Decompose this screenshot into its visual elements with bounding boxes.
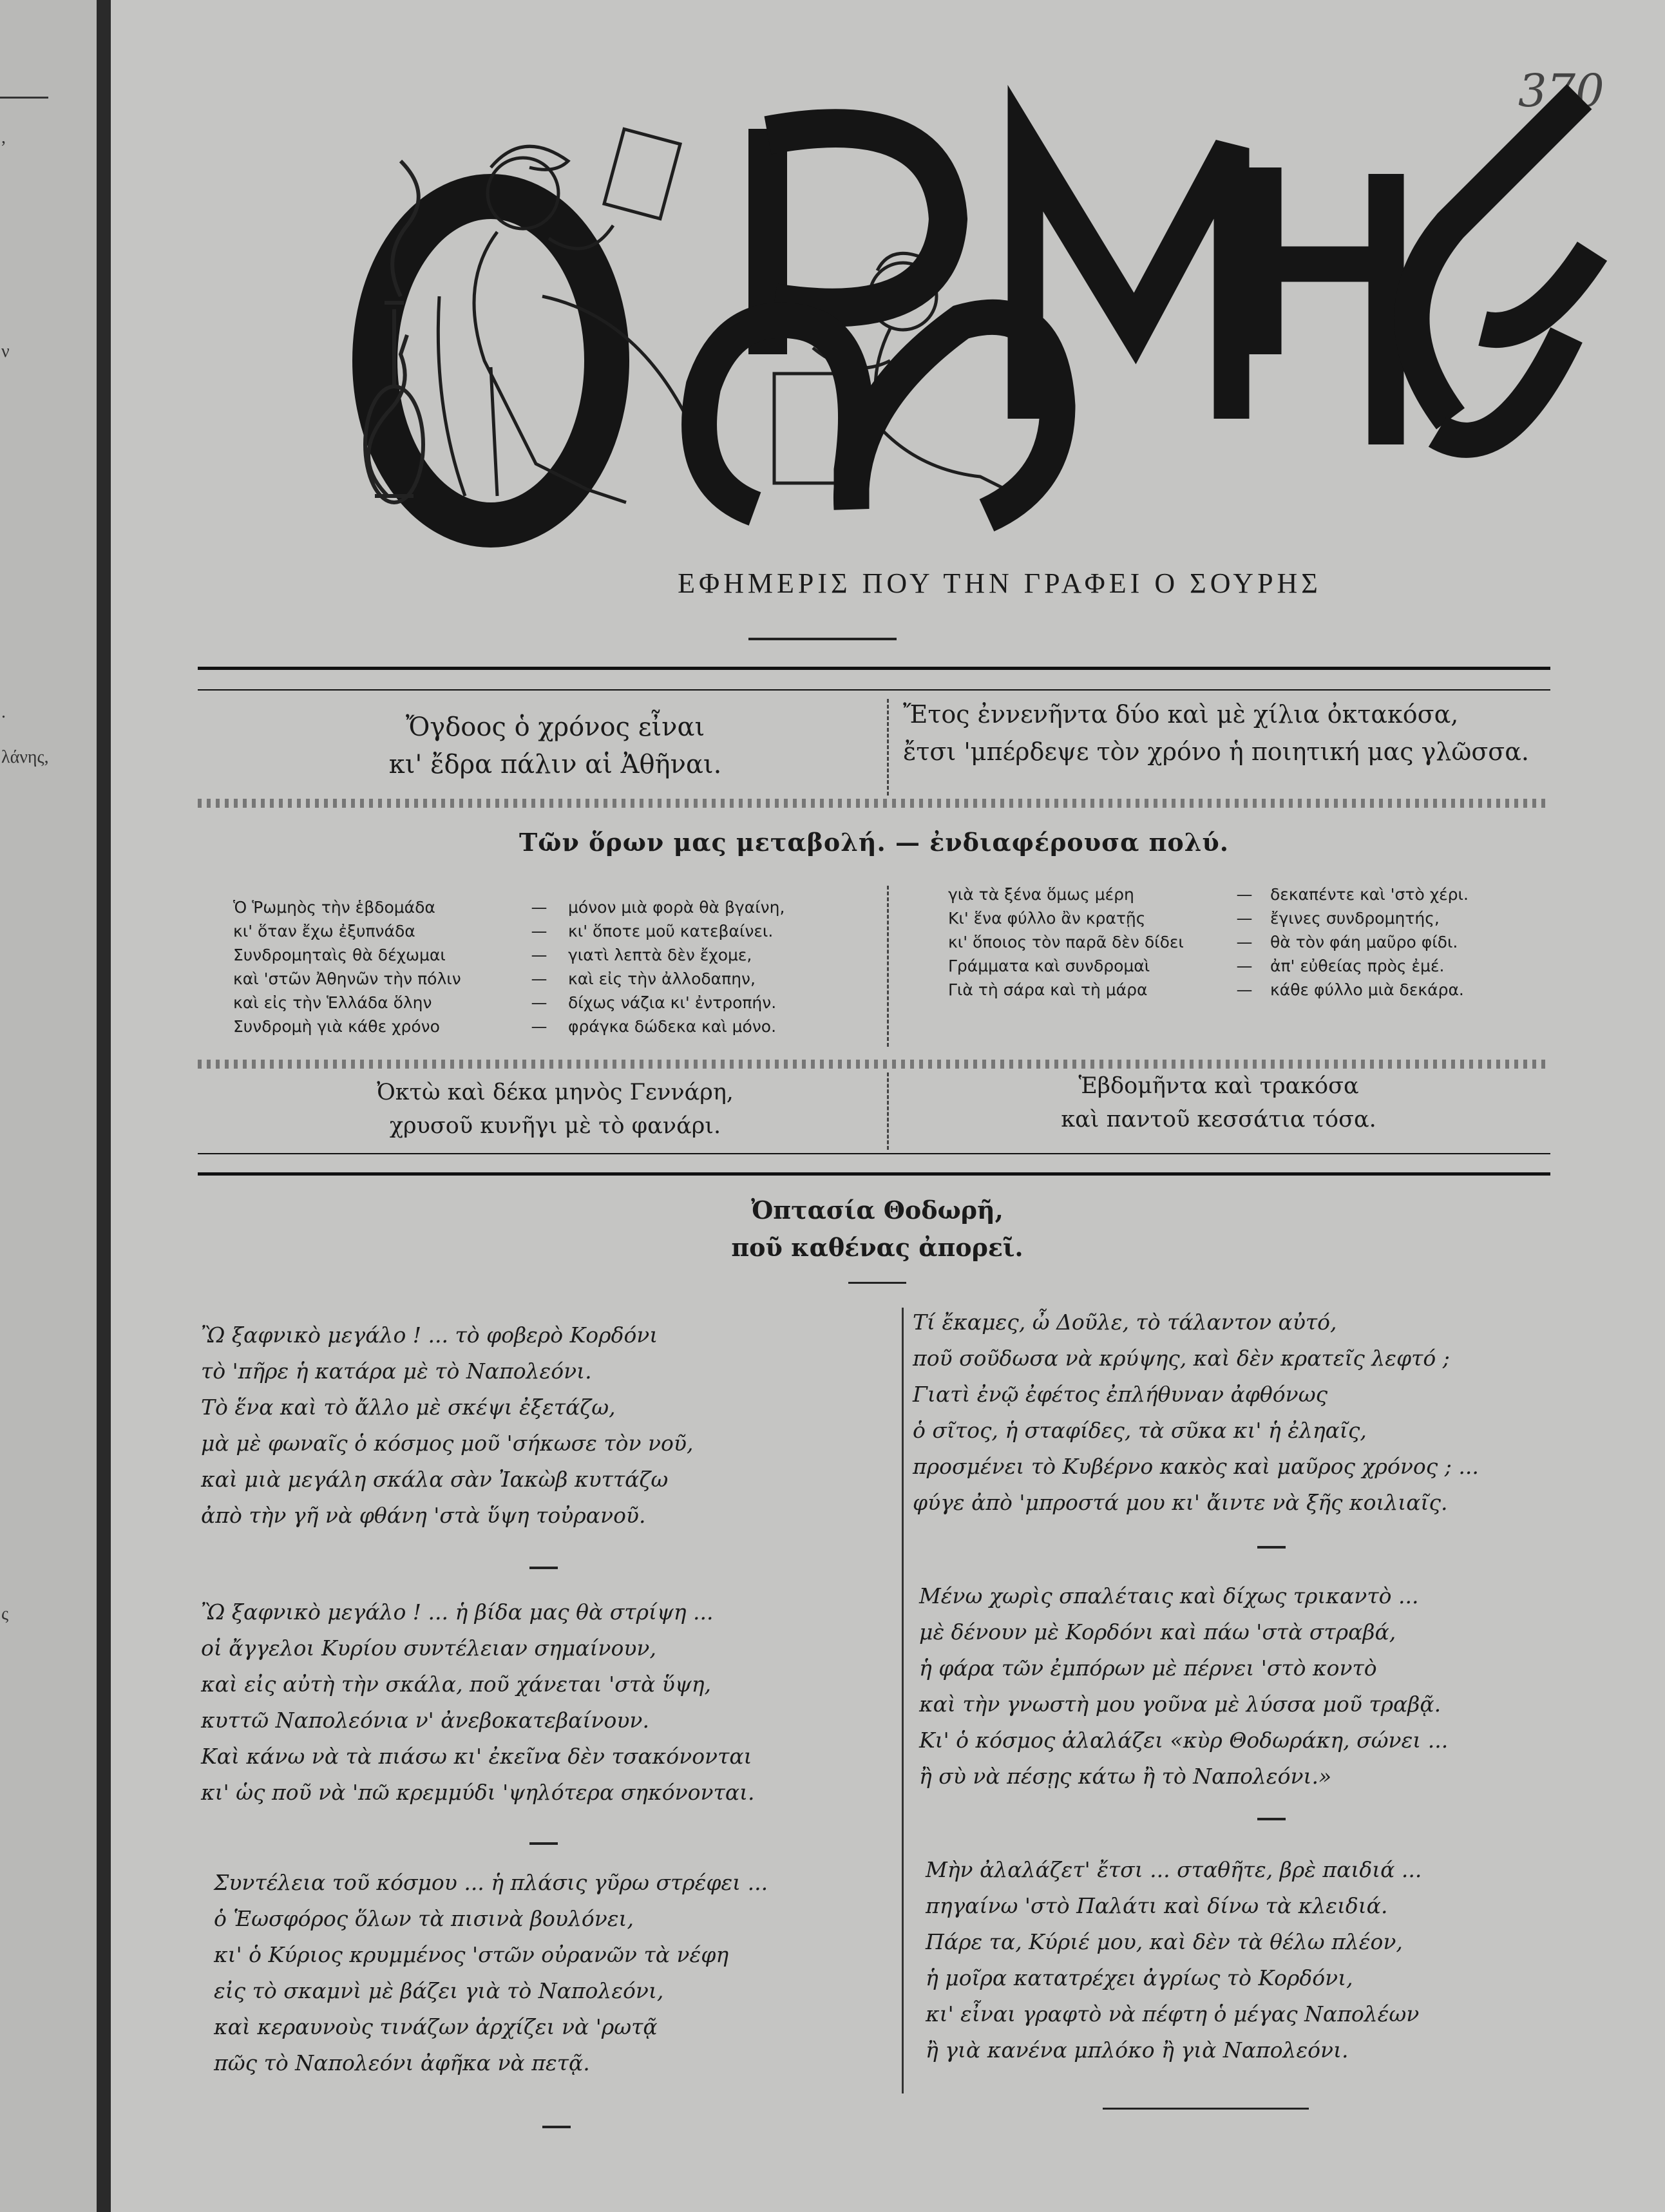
poem-stanza-left-2 <box>201 1594 987 1811</box>
prev-page-fragment: λάνης, <box>1 747 49 767</box>
stanza-divider <box>529 1842 558 1845</box>
price-right <box>929 1069 1508 1136</box>
verse-line: Μένω χωρὶς σπαλέταις καὶ δίχως τρικαντὸ ... <box>919 1583 1419 1608</box>
terms-dash: — <box>531 1017 547 1036</box>
terms-phrase: καὶ εἰς τὴν Ἑλλάδα ὅλην <box>233 993 432 1012</box>
verse-line: Πάρε τα, Κύριέ μου, καὶ δὲν τὰ θέλω πλέον, <box>926 1929 1403 1954</box>
verse-line: ἡ φάρα τῶν ἐμπόρων μὲ πέρνει 'στὸ κοντὸ <box>919 1655 1377 1681</box>
poem-stanza-left-3 <box>214 1865 987 2081</box>
terms-row <box>948 930 1592 954</box>
verse-line: Ὢ ξαφνικὸ μεγάλο ! ... ἡ βίδα μας θὰ στρίψη ... <box>201 1599 714 1625</box>
terms-dash: — <box>1236 980 1253 999</box>
terms-phrase: δεκαπέντε καὶ 'στὸ χέρι. <box>1270 885 1469 904</box>
terms-row <box>233 919 877 943</box>
verse-line: ὁ σῖτος, ἡ σταφίδες, τὰ σῦκα κι' ἡ ἐληαῖς, <box>913 1418 1367 1443</box>
verse-line: ἡ μοῖρα κατατρέχει ἀγρίως τὸ Κορδόνι, <box>926 1965 1353 1990</box>
terms-phrase: ἔγινες συνδρομητής, <box>1270 909 1440 928</box>
verse-line: καὶ τὴν γνωστὴ μου γοῦνα μὲ λύσσα μοῦ τραβᾷ. <box>919 1692 1441 1717</box>
poem-stanza-left-1 <box>201 1317 987 1534</box>
verse-line: ὁ Ἑωσφόρος ὅλων τὰ πισινὰ βουλόνει, <box>214 1906 634 1931</box>
terms-phrase: Κι' ἕνα φύλλο ἂν κρατῇς <box>948 909 1146 928</box>
verse-line: οἱ ἄγγελοι Κυρίου συντέλειαν σημαίνουν, <box>201 1635 656 1661</box>
verse-line: κι' ὡς ποῦ νὰ 'πῶ κρεμμύδι 'ψηλότερα σηκόνονται. <box>201 1780 755 1805</box>
terms-dash: — <box>1236 957 1253 975</box>
terms-dash: — <box>531 898 547 917</box>
wavy-divider <box>198 799 1550 808</box>
verse-line: πηγαίνω 'στὸ Παλάτι καὶ δίνω τὰ κλειδιά. <box>926 1893 1388 1918</box>
terms-phrase: κι' ὅποιος τὸν παρᾶ δὲν δίδει <box>948 933 1184 951</box>
wavy-divider <box>198 1060 1550 1069</box>
verse-line: μὰ μὲ φωναῖς ὁ κόσμος μοῦ 'σήκωσε τὸν νοῦ, <box>201 1431 694 1456</box>
ornament-divider <box>1103 2108 1309 2110</box>
terms-row <box>233 895 877 919</box>
terms-dash: — <box>1236 885 1253 904</box>
terms-right-column <box>948 882 1592 1002</box>
price-left <box>265 1076 845 1143</box>
price-left-line: Ὀκτὼ καὶ δέκα μηνὸς Γεννάρη, <box>377 1080 734 1105</box>
title-letter-omicron <box>375 196 607 525</box>
price-separator <box>887 1073 889 1150</box>
verse-line: Γιατὶ ἐνῷ ἐφέτος ἐπλήθυναν ἀφθόνως <box>913 1382 1328 1407</box>
masthead-logo <box>330 84 1644 548</box>
price-left-line: χρυσοῦ κυνῆγι μὲ τὸ φανάρι. <box>389 1113 721 1139</box>
terms-phrase: κάθε φύλλο μιὰ δεκάρα. <box>1270 980 1464 999</box>
terms-dash: — <box>531 993 547 1012</box>
verse-line: τὸ 'πῆρε ἡ κατάρα μὲ τὸ Ναπολεόνι. <box>201 1359 592 1384</box>
verse-line: φύγε ἀπὸ 'μπροστά μου κι' ἄιντε νὰ ξῆς κοιλιαῖς. <box>913 1490 1448 1515</box>
terms-phrase: γιατὶ λεπτὰ δὲν ἔχομε, <box>568 946 752 964</box>
prev-page-fragment: . <box>1 702 6 722</box>
motto-left <box>265 709 845 783</box>
terms-phrase: γιὰ τὰ ξένα ὅμως μέρη <box>948 885 1134 904</box>
terms-row <box>948 978 1592 1002</box>
top-rule-thin <box>198 689 1550 691</box>
title-underline <box>848 1282 906 1284</box>
ornament-divider <box>748 638 897 640</box>
book-gutter <box>97 0 111 2212</box>
title-letter-sigma <box>1412 97 1592 440</box>
poem-stanza-right-2 <box>919 1578 1660 1795</box>
poem-title-line: ποῦ καθένας ἀπορεῖ. <box>731 1233 1023 1262</box>
verse-line: Καὶ κάνω νὰ τὰ πιάσω κι' ἐκεῖνα δὲν τσακόνονται <box>201 1744 752 1769</box>
terms-row <box>233 967 877 991</box>
verse-line: Κι' ὁ κόσμος ἀλαλάζει «κὺρ Θοδωράκη, σώνει ... <box>919 1728 1449 1753</box>
masthead-subtitle: ΕΦΗΜΕΡΙΣ ΠΟΥ ΤΗΝ ΓΡΑΦΕΙ Ο ΣΟΥΡΗΣ <box>678 567 1322 599</box>
price-right-line: Ἑβδομῆντα καὶ τρακόσα <box>1078 1073 1359 1099</box>
folio-number: 370 <box>1518 64 1604 117</box>
previous-page-edge <box>0 0 97 2212</box>
verse-line: καὶ κεραυνοὺς τινάζων ἀρχίζει νὰ 'ρωτᾷ <box>214 2014 658 2039</box>
terms-phrase: Γιὰ τὴ σάρα καὶ τὴ μάρα <box>948 980 1148 999</box>
stanza-divider <box>1257 1546 1286 1549</box>
section-rule-thin <box>198 1153 1550 1154</box>
verse-line: καὶ μιὰ μεγάλη σκάλα σὰν Ἰακὼβ κυττάζω <box>201 1467 669 1492</box>
motto-right-line: Ἔτος ἐννενῆντα δύο καὶ μὲ χίλια ὀκτακόσα, <box>903 700 1459 729</box>
prev-page-fragment: ν <box>1 341 10 361</box>
terms-phrase: Ὁ Ῥωμηὸς τὴν ἑβδομάδα <box>233 898 435 917</box>
verse-line: πῶς τὸ Ναπολεόνι ἀφῆκα νὰ πετᾷ. <box>214 2050 590 2075</box>
terms-phrase: καὶ 'στῶν Ἀθηνῶν τὴν πόλιν <box>233 969 461 988</box>
verse-line: ἢ σὺ νὰ πέσῃς κάτω ἢ τὸ Ναπολεόνι.» <box>919 1764 1332 1789</box>
top-rule <box>198 667 1550 670</box>
terms-row <box>233 1015 877 1038</box>
column-separator <box>902 1308 904 2093</box>
terms-dash: — <box>531 946 547 964</box>
verse-line: Μὴν ἀλαλάζετ' ἔτσι ... σταθῆτε, βρὲ παιδιά ... <box>926 1857 1422 1882</box>
terms-dash: — <box>1236 933 1253 951</box>
section-rule <box>198 1172 1550 1176</box>
verse-line: Ὢ ξαφνικὸ μεγάλο ! ... τὸ φοβερὸ Κορδόνι <box>201 1322 658 1348</box>
verse-line: κι' ὁ Κύριος κρυμμένος 'στῶν οὐρανῶν τὰ νέφη <box>214 1942 729 1967</box>
stanza-divider <box>529 1567 558 1569</box>
verse-line: Τὸ ἕνα καὶ τὸ ἄλλο μὲ σκέψι ἐξετάζω, <box>201 1395 616 1420</box>
newspaper-page <box>111 0 1665 2212</box>
terms-phrase: καὶ εἰς τὴν ἀλλοδαπην, <box>568 969 756 988</box>
terms-row <box>948 906 1592 930</box>
stanza-divider <box>542 2126 571 2128</box>
terms-separator <box>887 886 889 1047</box>
terms-row <box>233 991 877 1015</box>
terms-phrase: δίχως νάζια κι' ἐντροπήν. <box>568 993 777 1012</box>
verse-line: κυττῶ Ναπολεόνια ν' ἀνεβοκατεβαίνουν. <box>201 1708 649 1733</box>
verse-line: ἢ γιὰ κανένα μπλόκο ἢ γιὰ Ναπολεόνι. <box>926 2037 1349 2063</box>
terms-phrase: φράγκα δώδεκα καὶ μόνο. <box>568 1017 777 1036</box>
poem-title-line: Ὀπτασία Θοδωρῆ, <box>751 1196 1004 1225</box>
verse-line: ποῦ σοῦδωσα νὰ κρύψης, καὶ δὲν κρατεῖς λεφτό ; <box>913 1346 1450 1371</box>
poem-stanza-right-3 <box>926 1852 1665 2068</box>
terms-title: Τῶν ὅρων μας μεταβολή. — ἐνδιαφέρουσα πολύ. <box>519 828 1229 857</box>
motto-right <box>903 696 1586 770</box>
terms-phrase: Γράμματα καὶ συνδρομαὶ <box>948 957 1150 975</box>
motto-right-line: ἔτσι 'μπέρδεψε τὸν χρόνο ἡ ποιητική μας γλῶσσα. <box>903 738 1529 766</box>
terms-phrase: θὰ τὸν φάη μαῦρο φίδι. <box>1270 933 1458 951</box>
verse-line: κι' εἶναι γραφτὸ νὰ πέφτη ὁ μέγας Ναπολέων <box>926 2001 1420 2026</box>
verse-line: εἰς τὸ σκαμνὶ μὲ βάζει γιὰ τὸ Ναπολεόνι, <box>214 1978 664 2003</box>
terms-row <box>948 954 1592 978</box>
verse-line: Συντέλεια τοῦ κόσμου ... ἡ πλάσις γῦρω στρέφει ... <box>214 1870 768 1895</box>
terms-phrase: κι' ὅποτε μοῦ κατεβαίνει. <box>568 922 774 940</box>
terms-row <box>233 943 877 967</box>
title-letter-eta <box>1264 167 1386 444</box>
terms-phrase: μόνον μιὰ φορὰ θὰ βγαίνη, <box>568 898 785 917</box>
terms-dash: — <box>531 969 547 988</box>
terms-dash: — <box>1236 909 1253 928</box>
prev-page-rule <box>0 97 48 99</box>
terms-phrase: Συνδρομηταὶς θὰ δέχωμαι <box>233 946 446 964</box>
terms-left-column <box>233 895 877 1038</box>
verse-line: καὶ εἰς αὐτὴ τὴν σκάλα, ποῦ χάνεται 'στὰ ὕψη, <box>201 1672 711 1697</box>
motto-left-line: Ὄγδοος ὁ χρόνος εἶναι <box>405 712 705 742</box>
terms-phrase: ἀπ' εὐθείας πρὸς ἐμέ. <box>1270 957 1445 975</box>
motto-left-line: κι' ἔδρα πάλιν αἱ Ἀθῆναι. <box>388 750 722 779</box>
terms-row <box>948 882 1592 906</box>
terms-phrase: Συνδρομὴ γιὰ κάθε χρόνο <box>233 1017 440 1036</box>
poem-stanza-right-1 <box>913 1304 1653 1521</box>
price-right-line: καὶ παντοῦ κεσσάτια τόσα. <box>1061 1107 1376 1132</box>
stanza-divider <box>1257 1818 1286 1820</box>
prev-page-fragment: , <box>1 128 6 148</box>
verse-line: Τί ἔκαμες, ὦ Δοῦλε, τὸ τάλαντον αὐτό, <box>913 1310 1337 1335</box>
terms-dash: — <box>531 922 547 940</box>
prev-page-fragment: ς <box>1 1604 9 1624</box>
poem-title <box>523 1192 1232 1266</box>
verse-line: ἀπὸ τὴν γῆ νὰ φθάνη 'στὰ ὕψη τοὐρανοῦ. <box>201 1503 646 1528</box>
terms-phrase: κι' ὅταν ἔχω ἐξυπνάδα <box>233 922 415 940</box>
motto-separator <box>887 699 889 796</box>
verse-line: μὲ δένουν μὲ Κορδόνι καὶ πάω 'στὰ στραβά, <box>919 1619 1396 1645</box>
verse-line: προσμένει τὸ Κυβέρνο κακὸς καὶ μαῦρος χρόνος ; ... <box>913 1454 1479 1479</box>
